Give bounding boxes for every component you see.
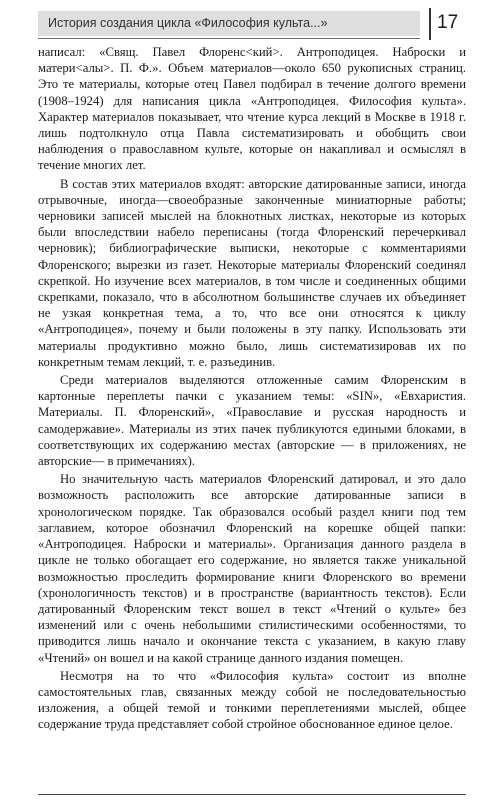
- paragraph: Но значительную часть материалов Флоренский датировал, и это дало возможность расположить все авторские датированные записи в хронологическом порядке. Так образовался особый раздел книги под тем заглавием, которое обозначил Флоренский на корешке общей папки: «Антроподицея. Наброски и материалы». Организация данного раздела в цикле не только обогащает его содержание, но является также уникальной возможностью проследить формирование книги Флоренского во времени (хронологичность текстов) и в пространстве (вариантность текстов). Если датированный Флоренским текст вошел в текст «Чтений о культе» без изменений или с очень небольшими стилистическими особенностями, то приводится лишь начало и окончание текста с указанием, в какую главу «Чтений» он вошел и на какой странице данного издания помещен.: [38, 472, 466, 665]
- page-number: 17: [437, 12, 459, 33]
- footer-divider: [38, 794, 466, 795]
- paragraph: Несмотря на то что «Философия культа» состоит из вполне самостоятельных глав, связанных между собой не последовательностью изложения, а общей темой и тонкими переплетениями мыслей, общее содержание труда представляет собой стройное обоснованное единое целое.: [38, 668, 466, 732]
- running-title: История создания цикла «Философия культа...»: [48, 16, 328, 30]
- paragraph: В состав этих материалов входят: авторские датированные записи, иногда отрывочные, иногда—своеобразные законченные миниатюрные работы; черновики записей мыслей на блокнотных листках, некоторые из которых были впоследствии набело переписаны (тогда Флоренский перечеркивал черновик); библиографические выписки, некоторые с комментариями Флоренского; вырезки из газет. Некоторые материалы Флоренский соединял скрепкой. Но изучение всех материалов, в том числе и соединенных общими скрепками, показало, что в абсолютном большинстве случаев их объединяет не узкая конкретная тема, а то, что все они относятся к циклу «Антроподицея», почему и были положены в эту папку. Использовать эти материалы продуктивно можно было, лишь систематизировав их по конкретным темам лекций, т. е. разъединив.: [38, 176, 466, 369]
- running-header: [38, 11, 420, 36]
- header-divider: [38, 38, 420, 39]
- body-text: [38, 44, 466, 735]
- page-number-divider: [429, 8, 431, 40]
- paragraph: Среди материалов выделяются отложенные самим Флоренским в картонные переплеты пачки с указанием темы: «SIN», «Евхаристия. Материалы. П. Флоренский», «Православие и русская народность и самодержавие». Материалы из этих пачек публикуются едиными блоками, в соответствующих их содержанию местах (авторские — в приложениях, не авторские— в примечаниях).: [38, 373, 466, 469]
- paragraph-continued: написал: «Свящ. Павел Флоренс<кий>. Антроподицея. Наброски и матери<алы>. П. Ф.». Объем материалов—около 650 рукописных страниц. Это те материалы, которые отец Павел подбирал в течение долгого времени (1908–1924) для написания цикла «Антроподицея. Философия культа». Характер материалов показывает, что чтение курса лекций в Москве в 1918 г. лишь подтолкнуло отца Павла систематизировать и обобщить свои наблюдения о православном культе, которые он накапливал и осмыслял в течение многих лет.: [38, 45, 466, 173]
